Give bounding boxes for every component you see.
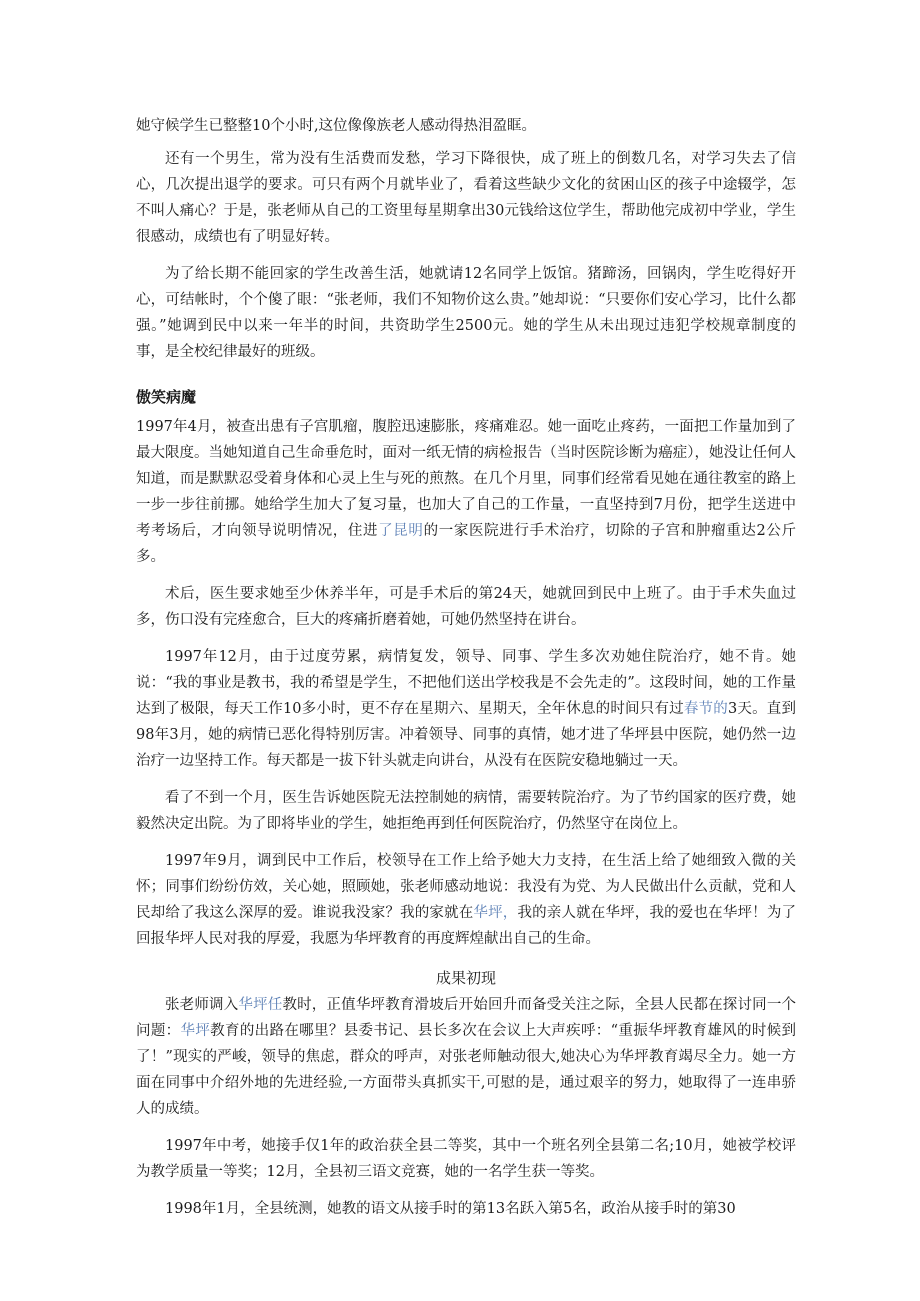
paragraph-7: 看了不到一个月，医生告诉她医院无法控制她的病情，需要转院治疗。为了节约国家的医疗费，她毅然决定出院。为了即将毕业的学生，她拒绝再到任何医院治疗，仍然坚守在岗位上。	[136, 790, 796, 832]
paragraph-6-text-a: 1997年12月，由于过度劳累，病情复发，领导、同事、学生多次劝她住院治疗，她不肯。她说：“我的事业是教书，我的希望是学生，不把他们送出学校我是不会先走的”。这段时间，她的工作量达到了极限，每天工作10多小时，更不存在星期六、星期天，全年休息的时间只有过	[136, 649, 796, 717]
section-heading-illness: 傲笑病魔	[136, 388, 197, 406]
paragraph-8-text-b: 我的亲人就在华坪，我的爱也在华坪！为了回报华坪人民对我的厚爱，我愿为华坪教育的再度辉煌献出自己的生命。	[136, 905, 797, 947]
link-huaping[interactable]: 华坪，	[473, 905, 518, 921]
paragraph-6-text-b: 3天。直到98年3月，她的病情已恶化得特别厉害。冲着领导、同事的真情，她才进了华坪县中医院，她仍然一边治疗一边坚持工作。每天都是一拔下针头就走向讲台，从没有在医院安稳地躺过一天。	[136, 701, 796, 769]
paragraph-4-text-a: 1997年4月，被查出患有子宫肌瘤，腹腔迅速膨胀，疼痛难忍。她一面吃止疼药，一面把工作量加到了最大限度。当她知道自己生命垂危时，面对一纸无情的病检报告（当时医院诊断为癌症），她没让任何人知道，而是默默忍受着身体和心灵上生与死的煎熬。在几个月里，同事们经常看见她在通往教室的路上一步一步往前挪。她给学生加大了复习量，也加大了自己的工作量，一直坚持到7月份，把学生送进中考考场后，才向领导说明情况，住进	[136, 419, 796, 539]
paragraph-6	[136, 644, 796, 774]
paragraph-1: 她守候学生已整整10个小时,这位像像族老人感动得热泪盈眶。	[136, 118, 537, 134]
paragraph-11: 1998年1月，全县统测，她教的语文从接手时的第13名跃入第5名，政治从接手时的第30	[165, 1201, 736, 1217]
paragraph-4-text-b: 的一家医院进行手术治疗，切除的子宫和肿瘤重达2公斤多。	[136, 523, 797, 565]
section-heading-results: 成果初现	[435, 969, 496, 987]
link-huaping-ren[interactable]: 华坪任	[238, 997, 283, 1013]
document-page	[136, 113, 796, 1233]
link-kunming[interactable]: 了昆明	[378, 523, 424, 539]
paragraph-9-text-a: 张老师调入	[165, 997, 239, 1013]
paragraph-4	[136, 414, 796, 570]
paragraph-9-text-c: 教育的出路在哪里？县委书记、县长多次在会议上大声疾呼：“重振华坪教育雄风的时候到了！”现实的严峻，领导的焦虑，群众的呼声，对张老师触动很大,她决心为华坪教育竭尽全力。她一方面在同事中介绍外地的先进经验,一方面带头真抓实干,可慰的是，通过艰辛的努力，她取得了一连串骄人的成绩。	[136, 1023, 797, 1117]
paragraph-9-text-b: 教时，正值华坪教育滑坡后开始回升而备受关注之际，全县人民都在探讨同一个问题：	[136, 997, 797, 1039]
paragraph-8	[136, 848, 796, 952]
paragraph-8-text-a: 1997年9月，调到民中工作后，校领导在工作上给予她大力支持，在生活上给了她细致入微的关怀；同事们纷纷仿效，关心她，照顾她，张老师感动地说：我没有为党、为人民做出什么贡献，党和人民却给了我这么深厚的爱。谁说我没家？我的家就在	[136, 853, 796, 921]
link-huaping-education[interactable]: 华坪	[180, 1023, 211, 1039]
paragraph-2: 还有一个男生，常为没有生活费而发愁，学习下降很快，成了班上的倒数几名，对学习失去了信心，几次提出退学的要求。可只有两个月就毕业了，看着这些缺少文化的贫困山区的孩子中途辍学，怎不叫人痛心？于是，张老师从自己的工资里每星期拿出30元钱给这位学生，帮助他完成初中学业，学生很感动，成绩也有了明显好转。	[136, 151, 796, 245]
link-spring-festival[interactable]: 春节的	[683, 701, 728, 717]
paragraph-10: 1997年中考，她接手仅1年的政治获全县二等奖，其中一个班名列全县第二名;10月，她被学校评为教学质量一等奖；12月，全县初三语文竞赛，她的一名学生获一等奖。	[136, 1138, 796, 1180]
paragraph-9	[136, 992, 796, 1122]
paragraph-3: 为了给长期不能回家的学生改善生活，她就请12名同学上饭馆。猪蹄汤，回锅肉，学生吃得好开心，可结帐时，个个傻了眼：“张老师，我们不知物价这么贵。”她却说：“只要你们安心学习，比什么都强。”她调到民中以来一年半的时间，共资助学生2500元。她的学生从未出现过违犯学校规章制度的事，是全校纪律最好的班级。	[136, 266, 796, 360]
paragraph-5: 术后，医生要求她至少休养半年，可是手术后的第24天，她就回到民中上班了。由于手术失血过多，伤口没有完痊愈合，巨大的疼痛折磨着她，可她仍然坚持在讲台。	[136, 586, 796, 628]
